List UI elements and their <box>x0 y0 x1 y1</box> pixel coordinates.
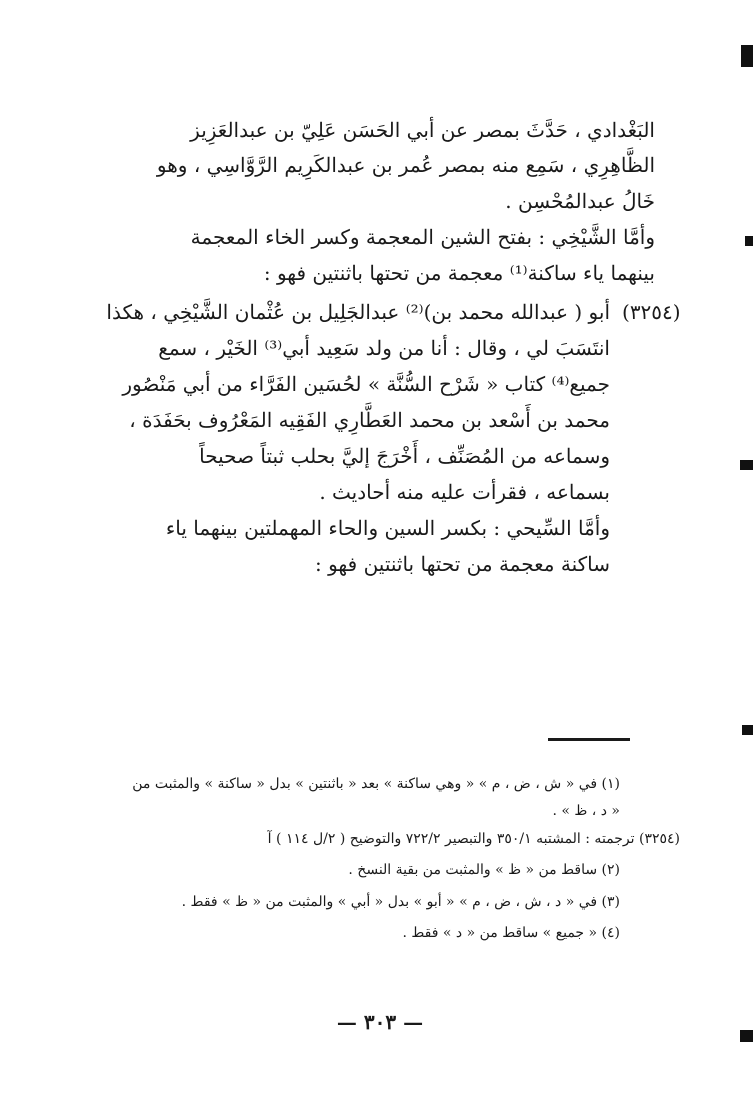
footnote-entry: (٣٢٥٤) ترجمته : المشتبه ٣٥٠/١ والتبصير ٧٢٢/٢ والتوضيح ( ٢/ل ١١٤ ) آ <box>267 831 680 847</box>
body-line-10: وسماعه من المُصَنِّف ، أَخْرَجَ إليَّ بحلب ثبتاً صحيحاً <box>199 444 610 468</box>
scan-edge-mark-5 <box>740 1030 753 1042</box>
body-line-7: انتَسَبَ لي ، وقال : أنا من ولد سَعِيد أبي⁽³⁾ الخَيْر ، سمع <box>158 336 610 360</box>
body-line-8: جميع⁽⁴⁾ كتاب « شَرْح السُّنَّة » لحُسَين الفَرَّاء من أبي مَنْصُور <box>122 372 610 396</box>
footnote-2: (٢) ساقط من « ظ » والمثبت من بقية النسخ . <box>348 862 620 878</box>
scan-edge-mark-3 <box>740 460 753 470</box>
body-line-11: بسماعه ، فقرأت عليه منه أحاديث . <box>319 480 610 504</box>
body-line-5: بينهما ياء ساكنة⁽¹⁾ معجمة من تحتها باثنتين فهو : <box>263 261 655 285</box>
body-line-9: محمد بن أَسْعد بن محمد العَطَّارِي الفَقِيه المَعْرُوف بحَفَدَة ، <box>129 408 610 432</box>
body-line-13: ساكنة معجمة من تحتها باثنتين فهو : <box>315 552 610 576</box>
body-line-4: وأمَّا الشَّيْخِي : بفتح الشين المعجمة وكسر الخاء المعجمة <box>190 225 655 249</box>
body-line-2: الظَّاهِرِي ، سَمِع منه بمصر عُمر بن عبدالكَرِيم الرَّوَّاسِي ، وهو <box>156 153 655 177</box>
body-line-1: البَغْدادي ، حَدَّثَ بمصر عن أبي الحَسَن عَلِيّ بن عبدالعَزِيز <box>190 118 655 142</box>
body-line-3: خَالُ عبدالمُحْسِن . <box>505 189 655 213</box>
body-line-6: أبو ( عبدالله محمد بن)⁽²⁾ عبدالجَلِيل بن عُثْمان الشَّيْخِي ، هكذا <box>106 300 610 324</box>
scan-edge-mark-4 <box>742 725 753 735</box>
footnote-4: (٤) « جميع » ساقط من « د » فقط . <box>402 925 620 941</box>
body-line-12: وأمَّا السِّيحي : بكسر السين والحاء المهملتين بينهما ياء <box>165 516 610 540</box>
footnote-1-line-2: « د ، ظ » . <box>552 803 620 819</box>
footnote-separator <box>548 738 630 741</box>
scan-edge-mark-2 <box>745 236 753 246</box>
entry-number: (٣٢٥٤) <box>622 300 681 324</box>
footnote-3: (٣) في « د ، ش ، ض ، م » « أبو » بدل « أبي » والمثبت من « ظ » فقط . <box>181 894 620 910</box>
footnote-1-line-1: (١) في « ش ، ض ، م » « وهي ساكنة » بعد « باثنتين » بدل « ساكنة » والمثبت من <box>132 776 620 792</box>
page-number: — ٣٠٣ — <box>336 1010 424 1034</box>
scan-edge-mark-1 <box>741 45 753 67</box>
